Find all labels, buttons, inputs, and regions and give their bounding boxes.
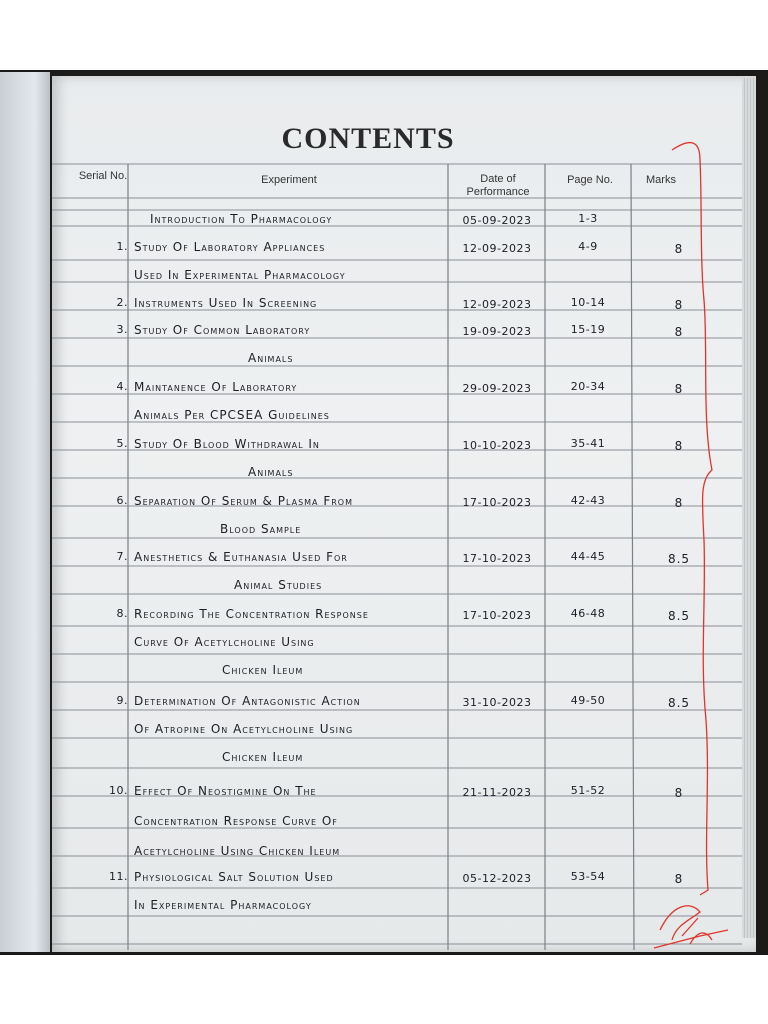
marks-value: 8 (674, 242, 684, 256)
page-numbers: 1-3 (578, 212, 598, 225)
serial-number: 10. (109, 784, 128, 797)
page-numbers: 42-43 (570, 494, 606, 507)
serial-number: 3. (116, 323, 128, 336)
experiment-line: Maintanence Of Laboratory (134, 380, 298, 394)
serial-number: 6. (116, 494, 128, 507)
experiment-line: Animals Per CPCSEA Guidelines (134, 408, 330, 422)
experiment-line: Effect Of Neostigmine On The (134, 784, 317, 798)
date-of-performance: 05-09-2023 (462, 214, 532, 227)
experiment-line: Physiological Salt Solution Used (134, 870, 334, 884)
marks-value: 8 (674, 382, 684, 396)
marks-value: 8 (674, 439, 684, 453)
serial-number: 8. (116, 607, 128, 620)
date-of-performance: 10-10-2023 (462, 439, 532, 452)
teacher-signature (654, 906, 728, 948)
header-marks: Marks (646, 174, 676, 186)
experiment-line: Blood Sample (220, 522, 302, 536)
marks-value: 8 (674, 298, 684, 312)
header-serial: Serial No. (78, 170, 128, 182)
date-of-performance: 05-12-2023 (462, 872, 532, 885)
experiment-line: Study Of Laboratory Appliances (134, 240, 326, 254)
marks-value: 8 (674, 325, 684, 339)
experiment-line: Separation Of Serum & Plasma From (134, 494, 353, 508)
page-numbers: 20-34 (570, 380, 606, 393)
experiment-line: Used In Experimental Pharmacology (134, 268, 346, 282)
page-numbers: 53-54 (570, 870, 606, 883)
page-numbers: 51-52 (570, 784, 606, 797)
date-of-performance: 19-09-2023 (462, 325, 532, 338)
header-date: Date of Performance (466, 173, 530, 198)
serial-number: 11. (109, 870, 128, 883)
experiment-line: Study Of Blood Withdrawal In (134, 437, 320, 451)
page-numbers: 49-50 (570, 694, 606, 707)
page-numbers: 44-45 (570, 550, 606, 563)
experiment-line: Recording The Concentration Response (134, 607, 369, 621)
page-title: CONTENTS (281, 122, 455, 155)
marks-value: 8 (674, 872, 684, 886)
experiment-line: Curve Of Acetylcholine Using (134, 635, 315, 649)
serial-number: 1. (116, 240, 128, 253)
experiment-line: Acetylcholine Using Chicken Ileum (134, 844, 341, 858)
date-of-performance: 12-09-2023 (462, 242, 532, 255)
serial-number: 7. (116, 550, 128, 563)
serial-number: 2. (116, 296, 128, 309)
page-numbers: 35-41 (570, 437, 606, 450)
marks-value: 8.5 (667, 696, 691, 710)
experiment-line: Study Of Common Laboratory (134, 323, 311, 337)
serial-number: 5. (116, 437, 128, 450)
date-of-performance: 29-09-2023 (462, 382, 532, 395)
experiment-line: Animal Studies (234, 578, 323, 592)
page-numbers: 4-9 (578, 240, 598, 253)
experiment-line: Chicken Ileum (222, 750, 304, 764)
serial-number: 4. (116, 380, 128, 393)
experiment-line: Introduction To Pharmacology (150, 212, 333, 226)
experiment-line: Determination Of Antagonistic Action (134, 694, 361, 708)
experiment-line: Of Atropine On Acetylcholine Using (134, 722, 354, 736)
page-numbers: 10-14 (570, 296, 606, 309)
date-of-performance: 21-11-2023 (462, 786, 532, 799)
serial-number: 9. (116, 694, 128, 707)
marks-value: 8 (674, 496, 684, 510)
experiment-line: Animals (248, 351, 294, 365)
marks-value: 8.5 (667, 552, 691, 566)
page-numbers: 46-48 (570, 607, 606, 620)
experiment-line: Concentration Response Curve Of (134, 814, 338, 828)
date-of-performance: 12-09-2023 (462, 298, 532, 311)
experiment-line: In Experimental Pharmacology (134, 898, 312, 912)
experiment-line: Anesthetics & Euthanasia Used For (134, 550, 348, 564)
date-of-performance: 17-10-2023 (462, 552, 532, 565)
page-numbers: 15-19 (570, 323, 606, 336)
header-experiment: Experiment (261, 174, 317, 186)
header-page: Page No. (567, 174, 613, 186)
experiment-line: Instruments Used In Screening (134, 296, 318, 310)
date-of-performance: 17-10-2023 (462, 496, 532, 509)
marks-value: 8 (674, 786, 684, 800)
experiment-line: Animals (248, 465, 294, 479)
date-of-performance: 17-10-2023 (462, 609, 532, 622)
date-of-performance: 31-10-2023 (462, 696, 532, 709)
experiment-line: Chicken Ileum (222, 663, 304, 677)
marks-value: 8.5 (667, 609, 691, 623)
